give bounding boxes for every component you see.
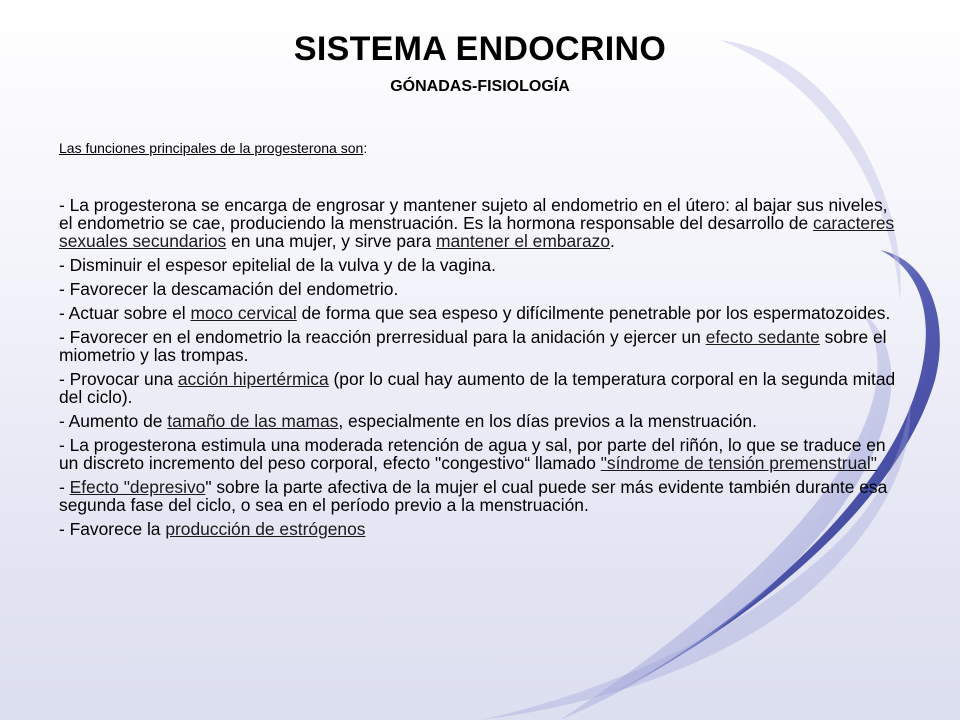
list-item [59,370,899,406]
link-efecto-sedante[interactable]: efecto sedante [705,327,820,347]
link-efecto-depresivo[interactable]: Efecto "depresivo [69,477,206,497]
item-text: . [610,231,615,251]
item-text: - La progesterona estimula una moderada retención de agua y sal, por parte del riñón, lo que se traduce en un discreto incremento del peso corporal, efecto "congestivo“ llamado [59,435,886,473]
link-tamano-mamas[interactable]: tamaño de las mamas [167,411,339,431]
list-item [59,520,899,538]
item-text: - Disminuir el espesor epitelial de la vulva y de la vagina. [59,255,496,275]
item-text: - Actuar sobre el [59,303,191,323]
item-text: - Favorece la [59,519,166,539]
slide-title: SISTEMA ENDOCRINO [293,30,667,68]
link-caracteres-sexuales[interactable]: caracteres sexuales secundarios [59,213,895,251]
list-item [59,436,899,472]
item-text: - Favorecer la descamación del endometrio. [59,279,399,299]
item-text: - Favorecer en el endometrio la reacción prerresidual para la anidación y ejercer un [59,327,706,347]
item-text: , especialmente en los días previos a la menstruación. [338,411,757,431]
item-text: - [59,477,70,497]
intro-link[interactable]: Las funciones principales de la progesterona son [59,140,364,156]
item-text: en una mujer, y sirve para [226,231,437,251]
link-mantener-embarazo[interactable]: mantener el embarazo [436,231,611,251]
slide-subtitle: GÓNADAS-FISIOLOGÍA [390,78,570,95]
item-text: de forma que sea espeso y difícilmente penetrable por los espermatozoides. [296,303,891,323]
link-sindrome-tension[interactable]: "síndrome de tensión premenstrual" [600,453,877,473]
link-moco-cervical[interactable]: moco cervical [190,303,297,323]
list-item [59,304,899,322]
item-text: sobre el miometrio y las trompas. [59,327,887,365]
item-text: - Provocar una [59,369,178,389]
functions-list [59,196,899,544]
item-text: - La progesterona se encarga de engrosar y mantener sujeto al endometrio en el útero: al bajar sus niveles, el endometrio se cae, produciendo la menstruación. Es la hormona responsable del desarrollo de [59,195,888,233]
intro-line [59,140,367,156]
item-text: - Aumento de [59,411,168,431]
list-item [59,280,899,298]
item-text: " sobre la parte afectiva de la mujer el cual puede ser más evidente también durante esa segunda fase del ciclo, o sea en el período previo a la menstruación. [59,477,888,515]
link-produccion-estrogenos[interactable]: producción de estrógenos [165,519,366,539]
list-item [59,328,899,364]
list-item [59,478,899,514]
intro-suffix: : [363,140,368,156]
link-accion-hipertermica[interactable]: acción hipertérmica [177,369,329,389]
list-item [59,412,899,430]
list-item [59,196,899,250]
list-item [59,256,899,274]
item-text: (por lo cual hay aumento de la temperatura corporal en la segunda mitad del ciclo). [59,369,896,407]
